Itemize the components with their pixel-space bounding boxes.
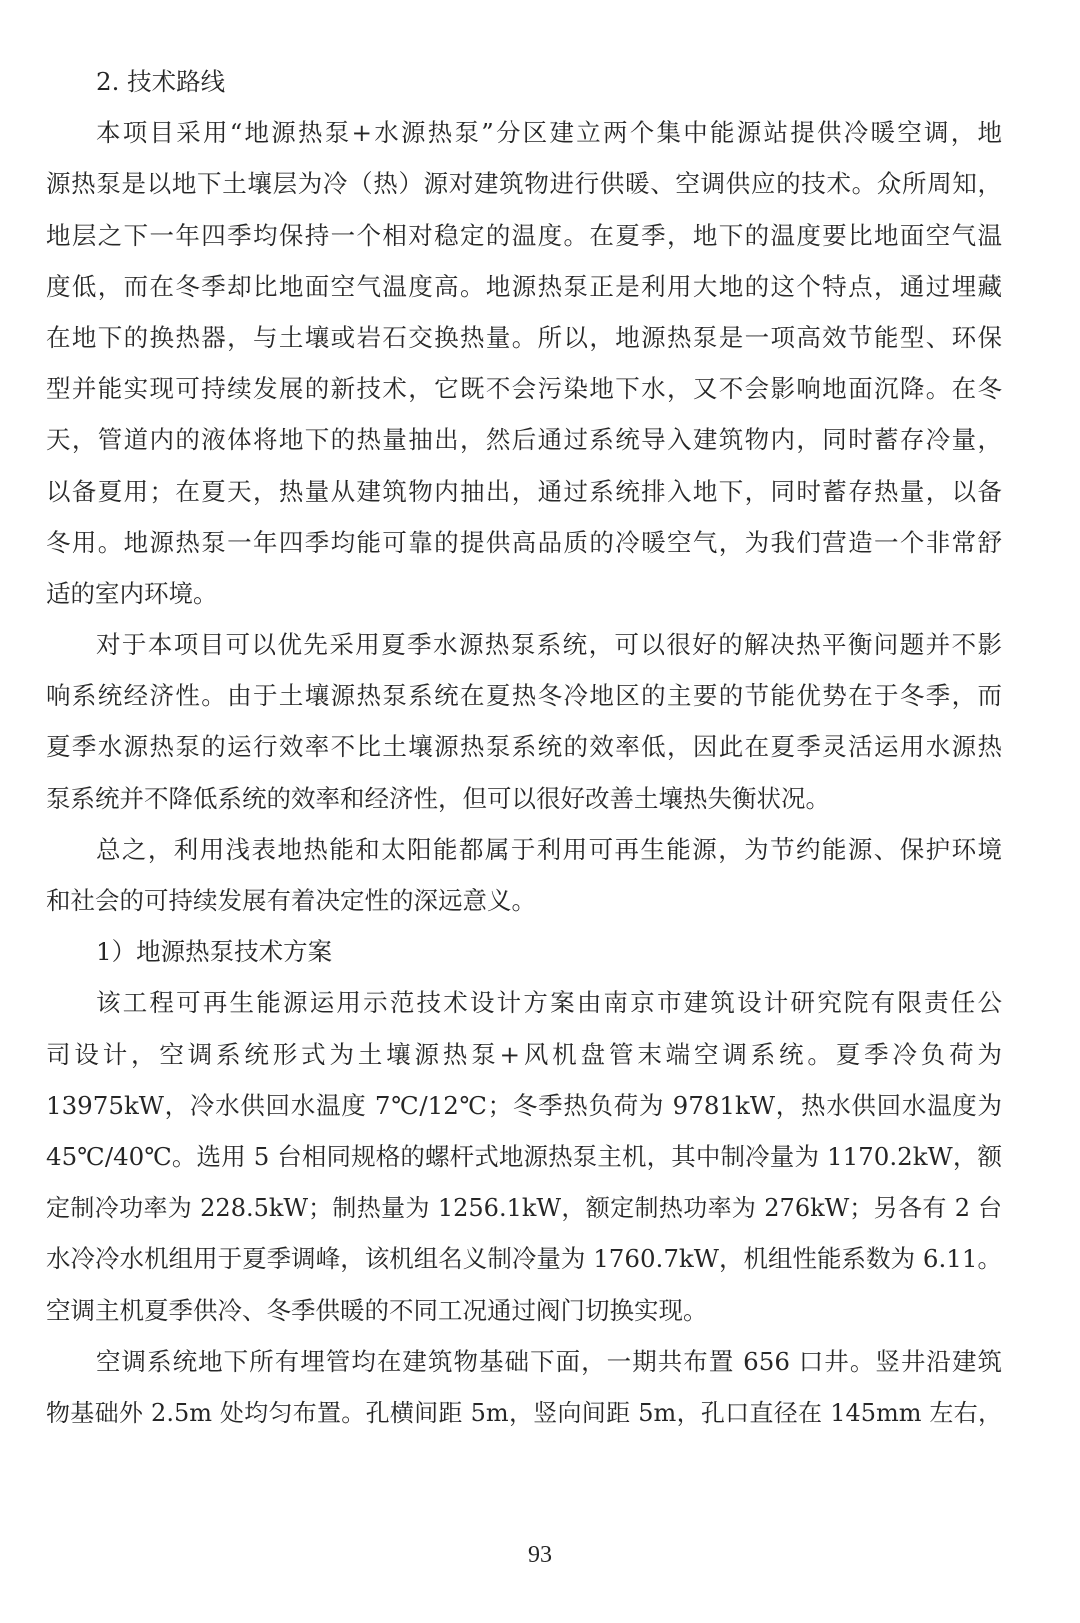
paragraph-line: 空调主机夏季供冷、冬季供暖的不同工况通过阀门切换实现。 (46, 1295, 708, 1325)
paragraph-line: 和社会的可持续发展有着决定性的深远意义。 (46, 886, 536, 915)
paragraph-line: 水冷冷水机组用于夏季调峰，该机组名义制冷量为 1760.7kW，机组性能系数为 6.11。 (46, 1244, 1002, 1274)
paragraph-line: 泵系统并不降低系统的效率和经济性，但可以很好改善土壤热失衡状况。 (46, 783, 830, 813)
paragraph-line: 源热泵是以地下土壤层为冷（热）源对建筑物进行供暖、空调供应的技术。众所周知， (46, 169, 1002, 199)
document-body (46, 62, 1002, 1444)
paragraph-line: 冬用。地源热泵一年四季均能可靠的提供高品质的冷暖空气，为我们营造一个非常舒 (46, 527, 1002, 557)
paragraph-line: 地层之下一年四季均保持一个相对稳定的温度。在夏季，地下的温度要比地面空气温 (46, 220, 1002, 250)
paragraph-line: 度低，而在冬季却比地面空气温度高。地源热泵正是利用大地的这个特点，通过埋藏 (46, 271, 1002, 301)
paragraph-line: 45℃/40℃。选用 5 台相同规格的螺杆式地源热泵主机，其中制冷量为 1170.2kW，额 (46, 1141, 1002, 1171)
paragraph-line: 对于本项目可以优先采用夏季水源热泵系统，可以很好的解决热平衡问题并不影 (96, 630, 1002, 660)
paragraph-line: 以备夏用；在夏天，热量从建筑物内抽出，通过系统排入地下，同时蓄存热量，以备 (46, 476, 1002, 506)
page-number: 93 (528, 1542, 552, 1568)
paragraph-line: 定制冷功率为 228.5kW；制热量为 1256.1kW，额定制热功率为 276kW；另各有 2 台 (46, 1194, 1002, 1223)
paragraph-line: 适的室内环境。 (46, 578, 218, 608)
paragraph-line: 夏季水源热泵的运行效率不比土壤源热泵系统的效率低，因此在夏季灵活运用水源热 (46, 732, 1002, 762)
section-heading: 2. 技术路线 (96, 67, 226, 96)
paragraph-line: 该工程可再生能源运用示范技术设计方案由南京市建筑设计研究院有限责任公 (96, 988, 1002, 1018)
paragraph-line: 响系统经济性。由于土壤源热泵系统在夏热冬冷地区的主要的节能优势在于冬季，而 (46, 681, 1002, 711)
paragraph-line: 司设计，空调系统形式为土壤源热泵+风机盘管末端空调系统。夏季冷负荷为 (46, 1039, 1002, 1069)
paragraph-line: 在地下的换热器，与土壤或岩石交换热量。所以，地源热泵是一项高效节能型、环保 (46, 322, 1002, 352)
paragraph-line: 型并能实现可持续发展的新技术，它既不会污染地下水，又不会影响地面沉降。在冬 (46, 374, 1002, 404)
paragraph-line: 空调系统地下所有埋管均在建筑物基础下面，一期共布置 656 口井。竖井沿建筑 (96, 1346, 1002, 1376)
paragraph-line: 本项目采用“地源热泵+水源热泵”分区建立两个集中能源站提供冷暖空调，地 (96, 118, 1002, 148)
subsection-heading: 1）地源热泵技术方案 (96, 937, 333, 967)
paragraph-line: 物基础外 2.5m 处均匀布置。孔横间距 5m，竖向间距 5m，孔口直径在 145mm 左右， (46, 1398, 1002, 1427)
paragraph-line: 13975kW，冷水供回水温度 7℃/12℃；冬季热负荷为 9781kW，热水供回水温度为 (46, 1090, 1002, 1120)
paragraph-line: 天，管道内的液体将地下的热量抽出，然后通过系统导入建筑物内，同时蓄存冷量， (46, 425, 1002, 455)
paragraph-line: 总之，利用浅表地热能和太阳能都属于利用可再生能源，为节约能源、保护环境 (96, 834, 1002, 864)
